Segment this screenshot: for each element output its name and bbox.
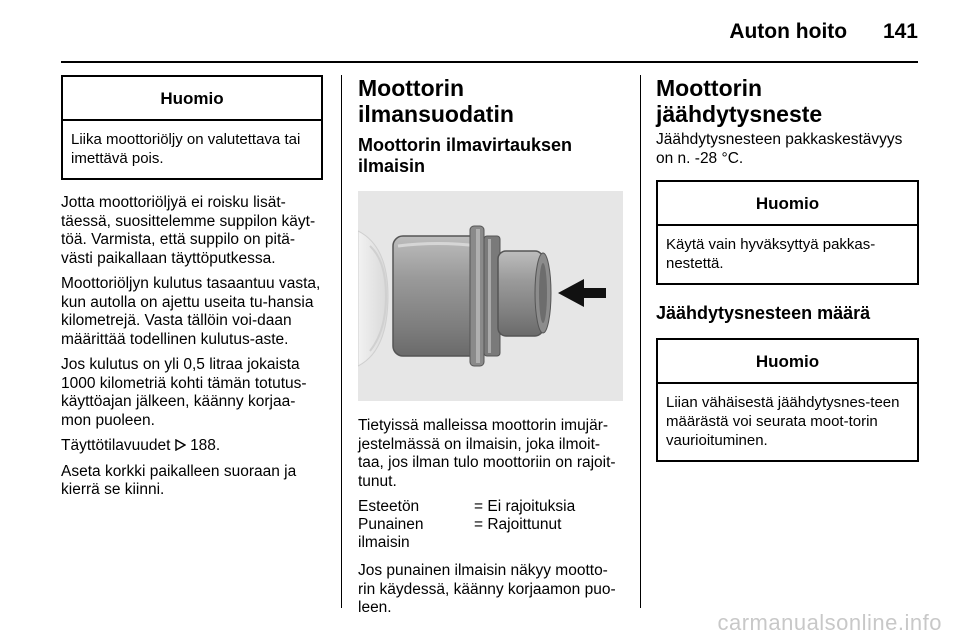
paragraph: Jos punainen ilmaisin näkyy mootto-rin käydessä, käänny korjaamon puo-leen. [358,562,616,616]
legend-value: = Rajoittunut [474,516,562,533]
paragraph: Jotta moottoriöljyä ei roisku lisät-täessä, suosittelemme suppilon käyt-töä. Varmista, että suppilo on pitä-västi paikallaan täyttöputkessa. [61,194,316,267]
legend-row [358,498,623,516]
column-divider [341,75,342,608]
note-body: Liika moottoriöljy on valutettava tai imettävä pois. [71,131,301,167]
column-3 [656,75,919,462]
page-header [729,20,918,44]
note-heading: Huomio [658,182,917,226]
note-box [656,338,919,462]
note-body: Liian vähäisestä jäähdytysnes-teen määrästä voi seurata moot-torin vaurioituminen. [666,394,900,449]
section-heading: Moottorin ilmansuodatin [358,75,514,127]
paragraph: Tietyissä malleissa moottorin imujär-jestelmässä on ilmaisin, joka ilmoit-taa, jos ilman tulo moottoriin on rajoit-tunut. [358,417,616,490]
note-box [656,180,919,285]
paragraph: Jos kulutus on yli 0,5 litraa jokaista 1000 kilometriä kohti tämän totutus-käyttöajan jälkeen, käänny korjaa-mon puoleen. [61,356,307,429]
watermark: carmanualsonline.info [717,610,942,635]
page-number: 141 [882,20,918,43]
header-divider [61,61,918,63]
paragraph: Aseta korkki paikalleen suoraan ja kierrä se kiinni. [61,462,297,498]
paragraph: Moottoriöljyn kulutus tasaantuu vasta, kun autolla on ajettu useita tu-hansia kilometrejä. Vasta tällöin voi-daan määrittää todellinen kulutus-aste. [61,275,321,348]
reference-text: Täyttötilavuudet [61,437,171,454]
legend-key: Esteetön [358,498,420,515]
paragraph: Jäähdytysnesteen pakkaskestävyys on n. -28 °C. [656,131,903,167]
reference-page: 188. [190,437,221,454]
note-body: Käytä vain hyväksyttyä pakkas-nestettä. [666,236,876,272]
note-box [61,75,323,180]
note-heading: Huomio [63,77,321,121]
legend-key: Punainen ilmaisin [358,516,424,551]
section-heading: Moottorin jäähdytysneste [656,75,823,127]
subsection-heading: Moottorin ilmavirtauksen ilmaisin [358,135,573,176]
legend-row [358,516,623,552]
column-2 [358,75,623,625]
column-1 [61,75,323,507]
column-divider [640,75,641,608]
indicator-legend [358,498,623,552]
reference-arrow-icon [175,437,186,454]
note-heading: Huomio [658,340,917,384]
section-title: Auton hoito [729,20,848,43]
air-flow-indicator-illustration [358,191,623,401]
cross-reference[interactable] [61,437,323,456]
subsection-heading: Jäähdytysnesteen määrä [656,303,871,323]
legend-value: = Ei rajoituksia [474,498,576,515]
